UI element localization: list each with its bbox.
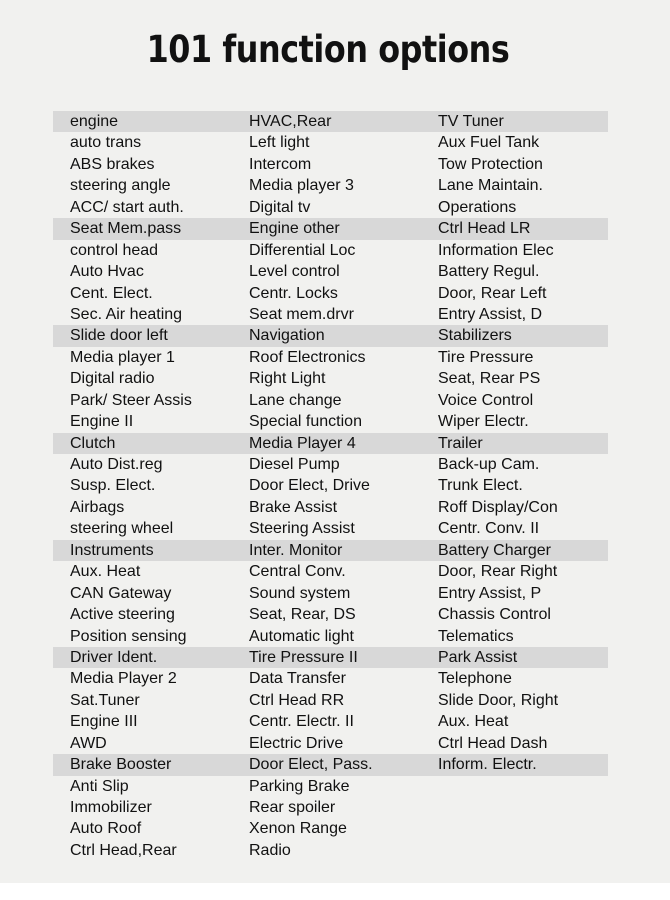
table-cell: Battery Charger — [438, 541, 551, 559]
table-cell: Engine III — [70, 713, 138, 731]
table-cell: Roof Electronics — [249, 348, 366, 366]
function-options-table — [53, 111, 608, 861]
table-cell: Battery Regul. — [438, 263, 540, 281]
table-cell: Back-up Cam. — [438, 456, 540, 473]
table-cell: Driver Ident. — [70, 648, 158, 666]
table-row — [53, 411, 608, 432]
table-cell: Media Player 4 — [249, 434, 356, 452]
table-cell: steering wheel — [70, 520, 174, 538]
table-cell: Centr. Locks — [249, 284, 338, 302]
table-cell: Operations — [438, 198, 517, 216]
table-cell: Data Transfer — [249, 670, 346, 688]
table-cell: Diesel Pump — [249, 456, 340, 473]
table-row — [53, 454, 608, 475]
table-cell: Digital radio — [70, 370, 155, 388]
table-row — [53, 283, 608, 304]
table-cell: Tire Pressure — [438, 348, 534, 366]
table-cell: Sat.Tuner — [70, 691, 140, 709]
table-row — [53, 475, 608, 496]
table-row — [53, 604, 608, 625]
table-cell: Navigation — [249, 327, 325, 345]
table-cell: Auto Dist.reg — [70, 456, 163, 473]
table-cell: Slide Door, Right — [438, 691, 559, 709]
table-cell: Media Player 2 — [70, 670, 177, 688]
table-cell: engine — [70, 113, 119, 130]
table-row — [53, 175, 608, 196]
table-row — [53, 668, 608, 689]
table-cell: Telematics — [438, 627, 514, 645]
table-cell: Slide door left — [70, 327, 168, 345]
table-row — [53, 583, 608, 604]
table-row — [53, 218, 608, 239]
table-cell: Parking Brake — [249, 777, 350, 795]
table-cell: Engine II — [70, 413, 134, 431]
table-cell: Radio — [249, 841, 291, 859]
table-cell: steering angle — [70, 177, 171, 195]
table-cell: Immobilizer — [70, 799, 152, 816]
table-cell: Rear spoiler — [249, 799, 336, 816]
table-cell: Lane Maintain. — [438, 177, 543, 195]
table-cell: Cent. Elect. — [70, 284, 153, 302]
table-row — [53, 304, 608, 325]
table-row — [53, 797, 608, 818]
table-row — [53, 390, 608, 411]
table-cell: Ctrl Head,Rear — [70, 841, 177, 859]
table-cell: Position sensing — [70, 627, 187, 645]
table-cell: Media player 1 — [70, 348, 175, 366]
table-cell: Door, Rear Left — [438, 284, 547, 302]
table-cell: CAN Gateway — [70, 584, 172, 602]
table-cell: TV Tuner — [438, 113, 504, 130]
table-cell: Park/ Steer Assis — [70, 391, 192, 409]
table-cell: Differential Loc — [249, 241, 356, 259]
table-row — [53, 368, 608, 389]
table-row — [53, 261, 608, 282]
table-row — [53, 518, 608, 539]
table-cell: control head — [70, 241, 159, 259]
table-row — [53, 840, 608, 861]
table-cell: ACC/ start auth. — [70, 198, 184, 216]
table-cell: Airbags — [70, 498, 125, 516]
table-cell: Voice Control — [438, 391, 534, 409]
table-cell: Information Elec — [438, 241, 554, 259]
table-row — [53, 647, 608, 668]
table-cell: Special function — [249, 413, 362, 431]
table-row — [53, 197, 608, 218]
table-cell: Park Assist — [438, 648, 518, 666]
table-cell: auto trans — [70, 134, 142, 152]
table-cell: Trailer — [438, 434, 483, 452]
table-cell: Auto Roof — [70, 820, 142, 838]
table-row — [53, 132, 608, 153]
table-cell: Central Conv. — [249, 563, 346, 581]
table-cell: AWD — [70, 734, 107, 752]
table-cell: Lane change — [249, 391, 342, 409]
table-cell: ABS brakes — [70, 155, 155, 173]
table-cell: HVAC,Rear — [249, 113, 332, 130]
table-cell: Chassis Control — [438, 606, 551, 624]
table-cell: Susp. Elect. — [70, 477, 156, 495]
table-cell: Brake Assist — [249, 498, 338, 516]
table-cell: Sound system — [249, 584, 351, 602]
table-row — [53, 626, 608, 647]
table-cell: Door Elect, Pass. — [249, 756, 373, 774]
table-row — [53, 561, 608, 582]
table-row — [53, 325, 608, 346]
table-row — [53, 711, 608, 732]
table-cell: Right Light — [249, 370, 326, 388]
table-row — [53, 111, 608, 132]
table-cell: Seat, Rear, DS — [249, 606, 356, 624]
table-cell: Aux. Heat — [70, 563, 141, 581]
table-cell: Instruments — [70, 541, 154, 559]
table-cell: Inform. Electr. — [438, 756, 537, 774]
table-cell: Entry Assist, P — [438, 584, 542, 602]
table-row — [53, 754, 608, 775]
table-cell: Brake Booster — [70, 756, 172, 774]
table-cell: Centr. Electr. II — [249, 713, 354, 731]
table-row — [53, 240, 608, 261]
table-row — [53, 776, 608, 797]
table-cell: Aux. Heat — [438, 713, 509, 731]
table-cell: Seat Mem.pass — [70, 220, 182, 238]
table-cell: Tire Pressure II — [249, 648, 358, 666]
table-cell: Level control — [249, 263, 340, 281]
table-cell: Inter. Monitor — [249, 541, 343, 559]
table-cell: Electric Drive — [249, 734, 344, 752]
table-cell: Intercom — [249, 155, 312, 173]
table-cell: Tow Protection — [438, 155, 543, 173]
table-row — [53, 818, 608, 839]
table-cell: Xenon Range — [249, 820, 347, 838]
table-cell: Seat, Rear PS — [438, 370, 541, 388]
page-title: 101 function options — [146, 28, 510, 71]
table-cell: Sec. Air heating — [70, 305, 183, 323]
table-row — [53, 690, 608, 711]
table-cell: Automatic light — [249, 627, 354, 645]
table-row — [53, 433, 608, 454]
table-cell: Telephone — [438, 670, 512, 688]
table-cell: Seat mem.drvr — [249, 305, 354, 323]
table-cell: Door, Rear Right — [438, 563, 558, 581]
table-cell: Anti Slip — [70, 777, 129, 795]
table-cell: Media player 3 — [249, 177, 354, 195]
table-row — [53, 540, 608, 561]
table-cell: Door Elect, Drive — [249, 477, 370, 495]
table-cell: Engine other — [249, 220, 340, 238]
table-cell: Ctrl Head Dash — [438, 734, 548, 752]
table-cell: Stabilizers — [438, 327, 512, 345]
table-cell: Steering Assist — [249, 520, 355, 538]
table-cell: Centr. Conv. II — [438, 520, 540, 538]
table-cell: Auto Hvac — [70, 263, 144, 281]
table-cell: Entry Assist, D — [438, 305, 543, 323]
table-cell: Ctrl Head RR — [249, 691, 345, 709]
table-row — [53, 347, 608, 368]
table-row — [53, 497, 608, 518]
table-cell: Active steering — [70, 606, 175, 624]
table-cell: Trunk Elect. — [438, 477, 523, 495]
table-cell: Roff Display/Con — [438, 498, 558, 516]
table-cell: Clutch — [70, 434, 116, 452]
table-row — [53, 733, 608, 754]
table-cell: Wiper Electr. — [438, 413, 529, 431]
table-cell: Digital tv — [249, 198, 311, 216]
table-cell: Ctrl Head LR — [438, 220, 531, 238]
table-cell: Aux Fuel Tank — [438, 134, 540, 152]
table-cell: Left light — [249, 134, 310, 152]
table-row — [53, 154, 608, 175]
bottom-margin — [0, 883, 670, 900]
